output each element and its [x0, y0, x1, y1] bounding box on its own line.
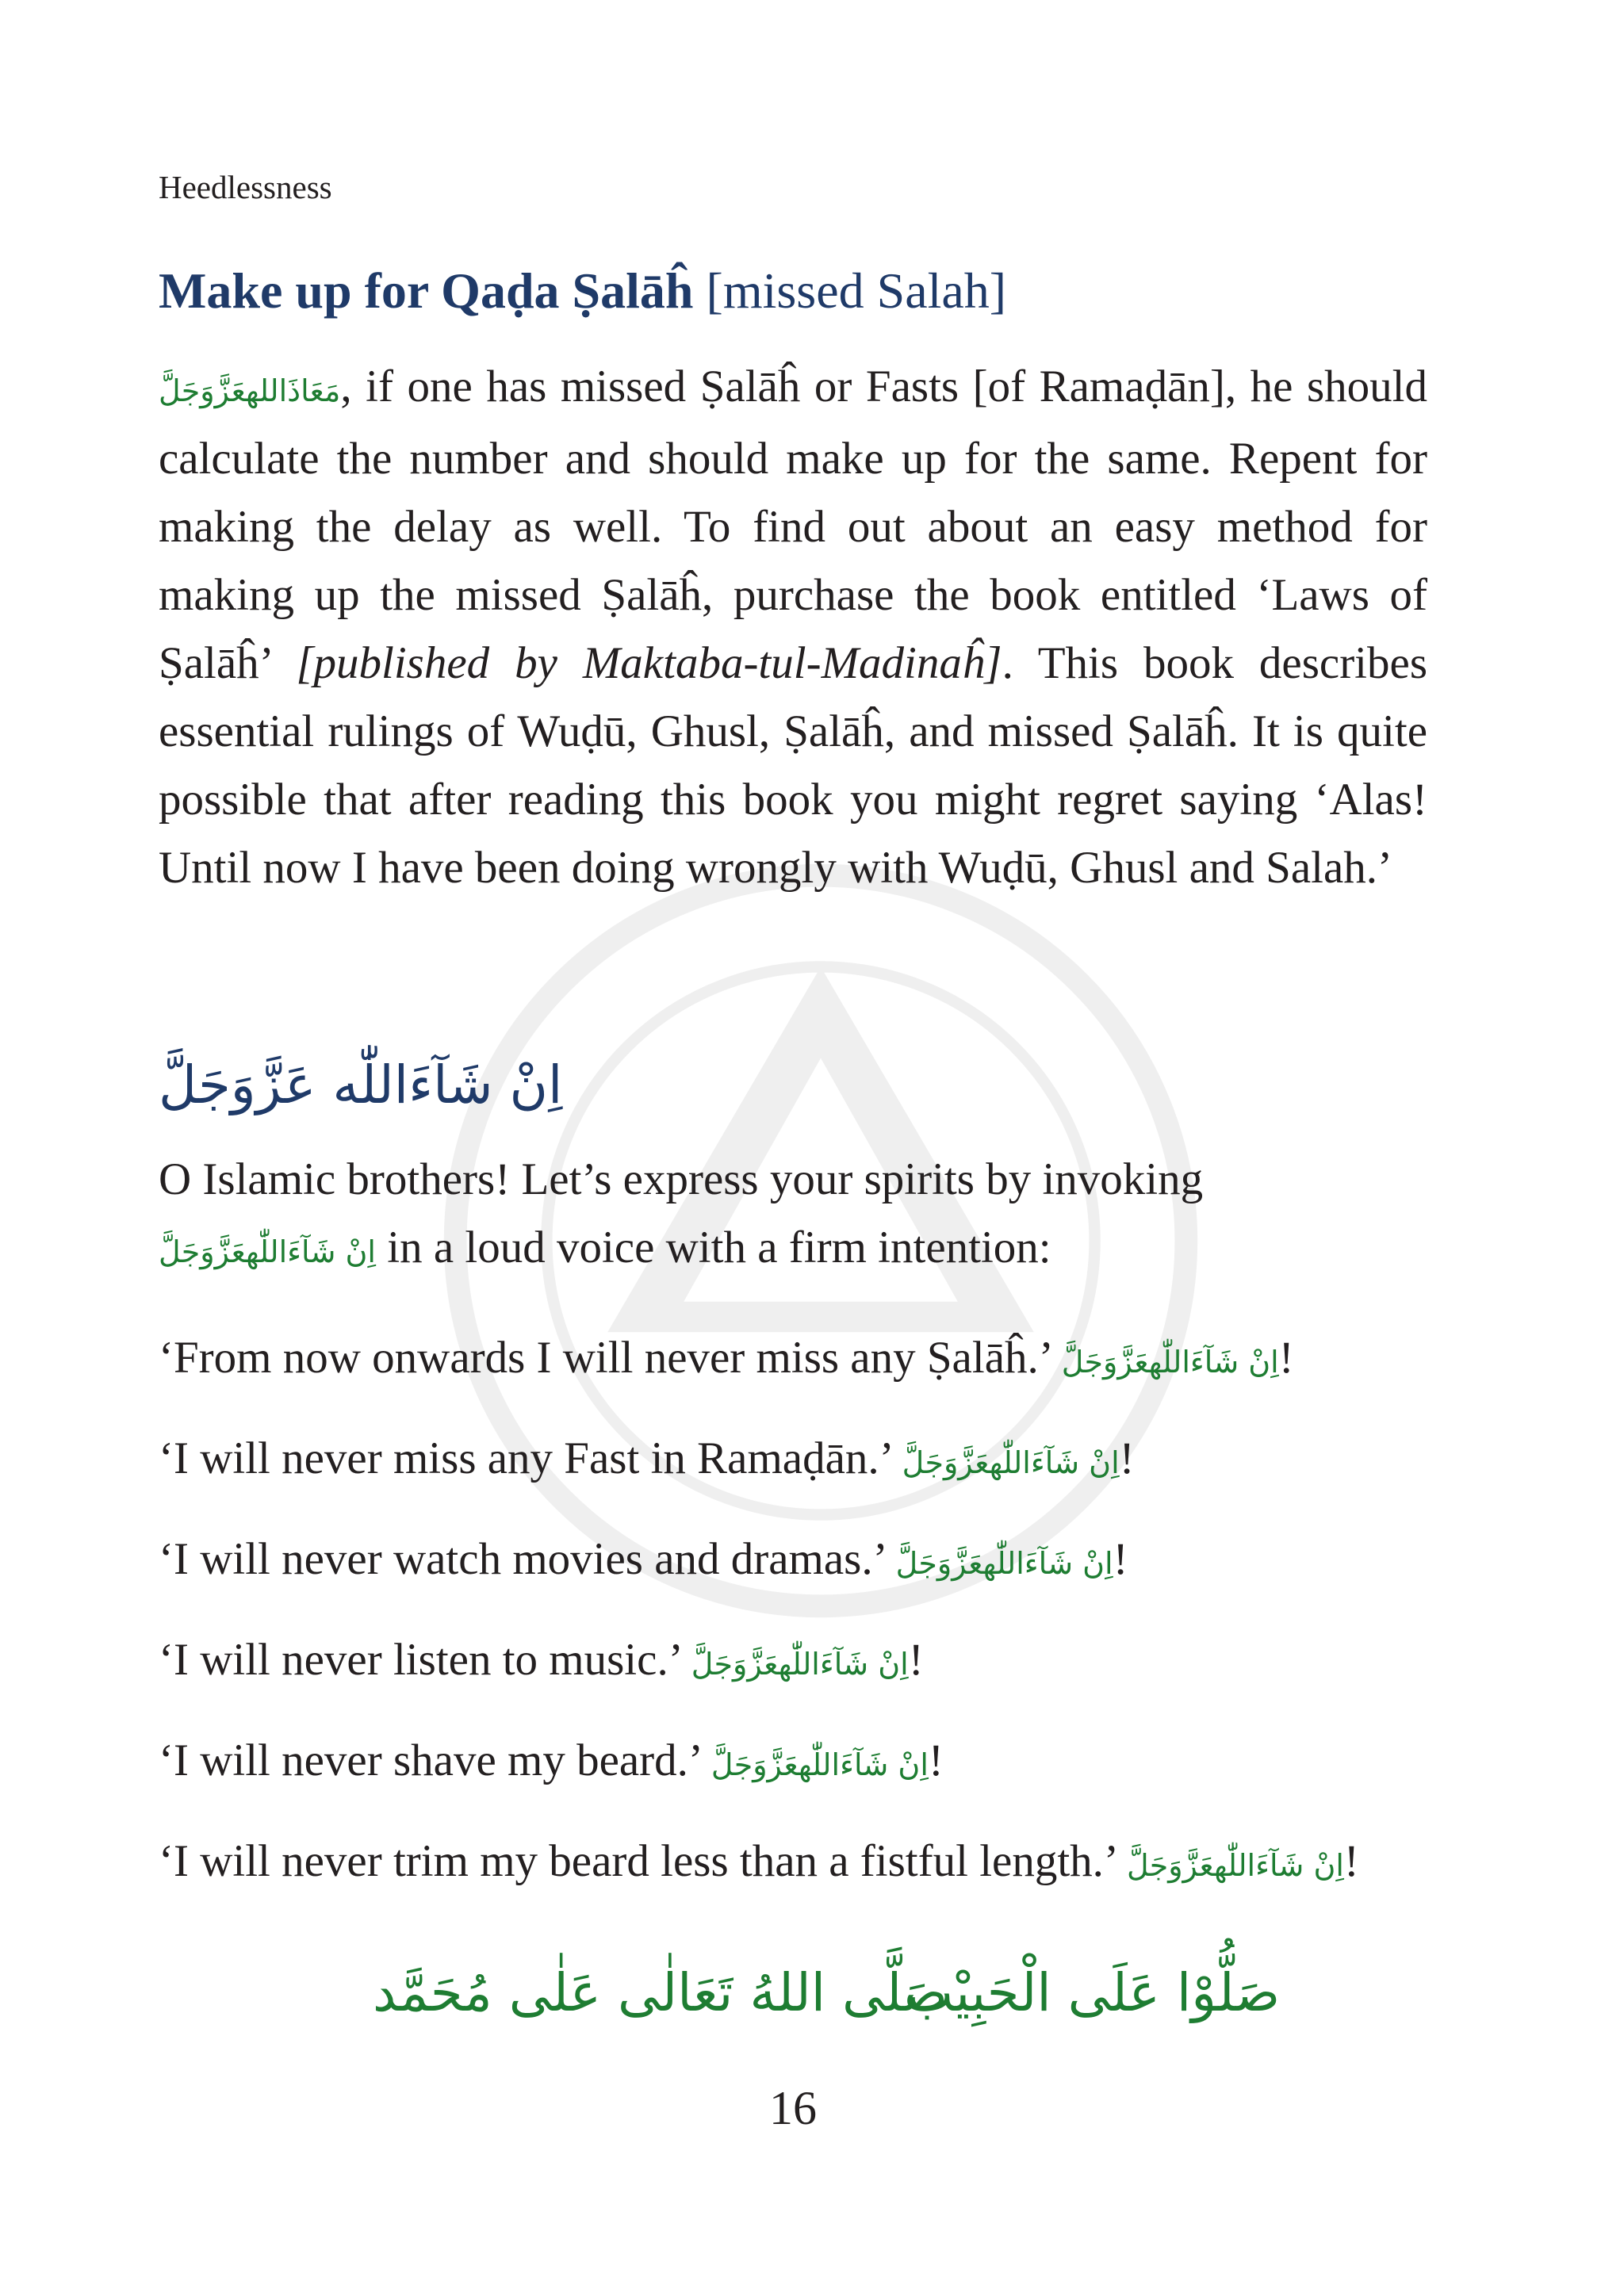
- pledge-exclamation: !: [1119, 1433, 1135, 1483]
- pledge-text: ‘I will never miss any Fast in Ramaḍān.’: [159, 1433, 902, 1483]
- pledge-text: ‘I will never listen to music.’: [159, 1635, 691, 1685]
- pledge-exclamation: !: [1278, 1333, 1294, 1383]
- arabic-inshaallah-inline: اِنْ شَآءَاللّٰهعَزَّوَجَلَّ: [710, 1747, 929, 1782]
- arabic-inshaallah-inline: اِنْ شَآءَاللّٰهعَزَّوَجَلَّ: [691, 1647, 909, 1682]
- pledge-exclamation: !: [908, 1635, 924, 1685]
- paragraph-missed-salah: [159, 353, 1427, 902]
- invocation-text-part2: in a loud voice with a firm intention:: [375, 1223, 1051, 1272]
- pledge-text: ‘From now onwards I will never miss any Ṣalāĥ.’: [159, 1333, 1062, 1383]
- paragraph-text-part2: . This book describes essential rulings of Wuḍū, Ghusl, Ṣalāĥ, and missed Ṣalāĥ. It is quite possible that after reading this book you might regret saying ‘Alas! Until now I have been doing wrongly with Wuḍū, Ghusl and Salah.’: [159, 638, 1428, 893]
- pledge-text: ‘I will never trim my beard less than a fistful length.’: [159, 1836, 1127, 1886]
- page-number: 16: [769, 2082, 817, 2134]
- arabic-maazallah: مَعَاذَاللهعَزَّوَجَلَّ: [159, 373, 341, 408]
- pledge-line: [159, 1332, 1294, 1383]
- durood-response: صَلَّى اللهُ تَعَالٰى عَلٰى مُحَمَّد: [373, 1962, 948, 2023]
- pledge-line: [159, 1634, 924, 1686]
- section-heading: [159, 262, 1006, 320]
- pledge-text: ‘I will never watch movies and dramas.’: [159, 1534, 896, 1584]
- arabic-inshaallah-inline: اِنْ شَآءَاللّٰهعَزَّوَجَلَّ: [895, 1546, 1113, 1581]
- paragraph-invocation: [159, 1146, 1427, 1286]
- publisher-note: [published by Maktaba-tul-Madinaĥ]: [296, 638, 1002, 688]
- arabic-inshaallah-inline: اِنْ شَآءَاللّٰهعَزَّوَجَلَّ: [1061, 1345, 1279, 1380]
- pledge-exclamation: !: [1343, 1836, 1359, 1886]
- arabic-inshaallah-heading: اِنْ شَآءَاللّٰه عَزَّوَجَلَّ: [159, 1054, 563, 1115]
- arabic-inshaallah-inline: اِنْ شَآءَاللّٰهعَزَّوَجَلَّ: [159, 1234, 376, 1269]
- pledge-text: ‘I will never shave my beard.’: [159, 1735, 711, 1785]
- running-head: Heedlessness: [159, 169, 332, 205]
- section-heading-title: Make up for Qaḍa Ṣalāĥ: [159, 262, 694, 319]
- pledge-line: [159, 1533, 1128, 1585]
- pledge-exclamation: !: [1113, 1534, 1128, 1584]
- pledge-line: [159, 1835, 1359, 1887]
- paragraph-text-part1: , if one has missed Ṣalāĥ or Fasts [of Ramaḍān], he should calculate the number and should make up for the same. Repent for making the delay as well. To find out about an easy method for making up the missed Ṣalāĥ, purchase the book entitled ‘Laws of Ṣalāĥ’: [159, 362, 1427, 688]
- section-heading-subtitle: [missed Salah]: [693, 262, 1007, 319]
- arabic-inshaallah-inline: اِنْ شَآءَاللّٰهعَزَّوَجَلَّ: [1126, 1848, 1344, 1883]
- pledge-exclamation: !: [928, 1735, 944, 1785]
- pledge-line: [159, 1735, 944, 1786]
- durood-call: صَلُّوْا عَلَى الْحَبِيْب: [904, 1962, 1281, 2023]
- arabic-inshaallah-inline: اِنْ شَآءَاللّٰهعَزَّوَجَلَّ: [902, 1445, 1120, 1480]
- invocation-text-part1: O Islamic brothers! Let’s express your spirits by invoking: [159, 1154, 1204, 1204]
- pledge-line: [159, 1433, 1135, 1484]
